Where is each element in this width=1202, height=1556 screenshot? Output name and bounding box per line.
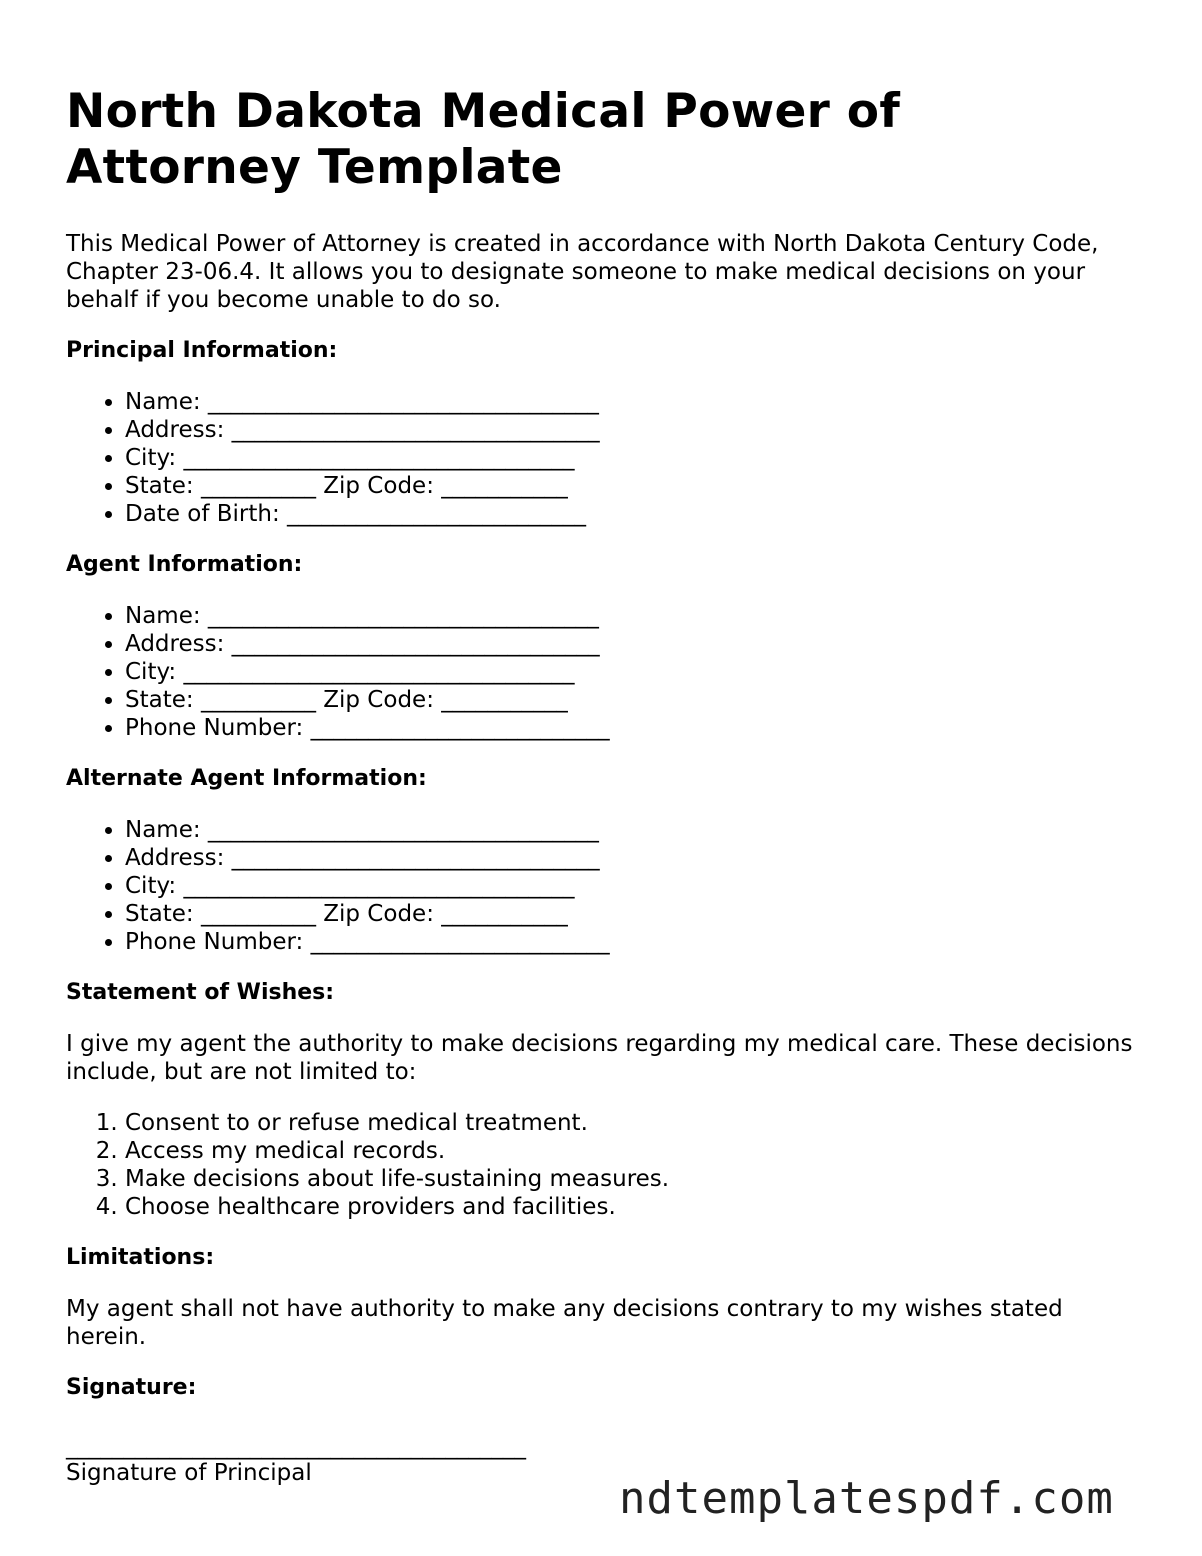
- principal-field-list: [66, 388, 1146, 528]
- agent-field-list: [66, 602, 1146, 742]
- wishes-item-records: 2. Access my medical records.: [125, 1137, 1146, 1165]
- site-watermark: ndtemplatespdf.com: [619, 1473, 1114, 1524]
- limitations-heading: Limitations:: [66, 1245, 215, 1270]
- limitations-paragraph: My agent shall not have authority to make any decisions contrary to my wishes stated herein.: [66, 1296, 1063, 1350]
- principal-heading: Principal Information:: [66, 338, 338, 363]
- agent-name-field: • Name: __________________________________: [125, 602, 1146, 630]
- principal-dob-field: • Date of Birth: __________________________: [125, 500, 1146, 528]
- signature-line: ________________________________________: [66, 1434, 526, 1460]
- wishes-item-providers: 4. Choose healthcare providers and facilities.: [125, 1193, 1146, 1221]
- agent-phone-field: • Phone Number: __________________________: [125, 714, 1146, 742]
- signature-heading: Signature:: [66, 1375, 197, 1400]
- alternate-agent-field-list: [66, 816, 1146, 956]
- principal-state-zip-field: • State: __________ Zip Code: ___________: [125, 472, 1146, 500]
- document-page: [66, 84, 1146, 1487]
- agent-city-field: • City: __________________________________: [125, 658, 1146, 686]
- alternate-agent-state-zip-field: • State: __________ Zip Code: ___________: [125, 900, 1146, 928]
- alternate-agent-heading: Alternate Agent Information:: [66, 766, 427, 791]
- principal-name-field: • Name: __________________________________: [125, 388, 1146, 416]
- agent-address-field: • Address: ________________________________: [125, 630, 1146, 658]
- wishes-item-life-sustaining: 3. Make decisions about life-sustaining measures.: [125, 1165, 1146, 1193]
- principal-city-field: • City: __________________________________: [125, 444, 1146, 472]
- document-title: North Dakota Medical Power of Attorney Template: [66, 84, 901, 195]
- alternate-agent-city-field: • City: __________________________________: [125, 872, 1146, 900]
- agent-heading: Agent Information:: [66, 552, 303, 577]
- alternate-agent-phone-field: • Phone Number: __________________________: [125, 928, 1146, 956]
- alternate-agent-name-field: • Name: __________________________________: [125, 816, 1146, 844]
- wishes-heading: Statement of Wishes:: [66, 980, 335, 1005]
- agent-state-zip-field: • State: __________ Zip Code: ___________: [125, 686, 1146, 714]
- principal-address-field: • Address: ________________________________: [125, 416, 1146, 444]
- wishes-list: [66, 1109, 1146, 1221]
- wishes-item-consent: 1. Consent to or refuse medical treatment.: [125, 1109, 1146, 1137]
- wishes-paragraph: I give my agent the authority to make decisions regarding my medical care. These decisions include, but are not limited to:: [66, 1031, 1133, 1085]
- alternate-agent-address-field: • Address: ________________________________: [125, 844, 1146, 872]
- intro-paragraph: This Medical Power of Attorney is created in accordance with North Dakota Century Code, Chapter 23-06.4. It allows you to designate someone to make medical decisions on your behalf if you become unable to do so.: [66, 231, 1099, 313]
- signature-caption: Signature of Principal: [66, 1460, 312, 1486]
